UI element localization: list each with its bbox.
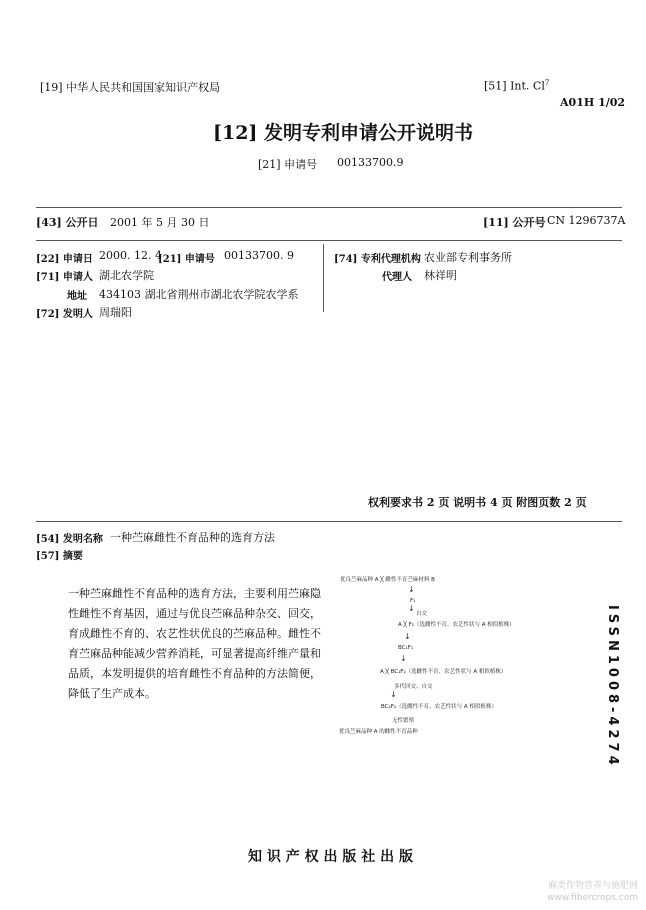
agent: 林祥明 bbox=[424, 269, 457, 282]
header-app-no-label: [21] 申请号 bbox=[258, 158, 318, 171]
invention-title-label: [54] 发明名称 bbox=[36, 534, 103, 545]
arrow-down-icon: ↓ bbox=[390, 690, 397, 699]
publisher: 知 识 产 权 出 版 社 出 版 bbox=[248, 849, 413, 865]
scheme-asexual: 无性繁殖 bbox=[392, 718, 415, 724]
int-cl-label-text: [51] Int. Cl bbox=[484, 79, 545, 93]
pages-summary: 权利要求书 2 页 说明书 4 页 附图页数 2 页 bbox=[368, 496, 587, 509]
applicant: 湖北农学院 bbox=[99, 269, 154, 282]
invention-title: 一种苎麻雌性不育品种的选育方法 bbox=[110, 531, 275, 544]
site-watermark bbox=[547, 880, 638, 904]
watermark-name: 麻类作物营养与施肥网 bbox=[547, 881, 638, 891]
header-app-no: 00133700.9 bbox=[337, 156, 404, 169]
filing-date-label: [22] 申请日 bbox=[36, 254, 93, 265]
arrow-down-icon: ↓ bbox=[408, 604, 415, 613]
filing-date: 2000. 12. 4 bbox=[99, 249, 162, 262]
office-name: [19] 中华人民共和国国家知识产权局 bbox=[40, 81, 221, 94]
int-cl-code: A01H 1/02 bbox=[560, 96, 626, 109]
agency-label: [74] 专利代理机构 bbox=[334, 254, 421, 265]
inventor: 周瑞阳 bbox=[99, 306, 132, 319]
int-cl-label bbox=[484, 79, 549, 93]
address: 434103 湖北省荆州市湖北农学院农学系 bbox=[99, 288, 299, 301]
pub-no-label: [11] 公开号 bbox=[483, 216, 546, 229]
scheme-bc1f1: BC₁F₁ bbox=[398, 645, 414, 651]
scheme-cross-3: A ╳ BC₁F₂（选雌性不育、农艺性状与 A 相似植株） bbox=[380, 669, 507, 675]
inventor-label: [72] 发明人 bbox=[36, 309, 93, 320]
divider-top bbox=[36, 207, 622, 208]
scheme-cross-2: A ╳ F₂（选雌性不育、农艺性状与 A 相似植株） bbox=[398, 622, 515, 628]
scheme-bc2f2: BC₂F₂（选雌性不育、农艺性状与 A 相似植株） bbox=[381, 704, 497, 710]
arrow-down-icon: ↓ bbox=[404, 632, 411, 641]
divider-vertical bbox=[323, 244, 324, 312]
address-label: 地址 bbox=[67, 291, 87, 302]
scheme-cross-1: 优良苎麻品种 A ╳ 雌性不育苎麻材料 B bbox=[340, 577, 435, 583]
divider-biblio bbox=[36, 240, 622, 241]
document-type-title: [12] 发明专利申请公开说明书 bbox=[213, 122, 474, 144]
scheme-result: 优良苎麻品种 A 的雌性不育品种 bbox=[339, 729, 418, 735]
issn-number: ISSN1008-4274 bbox=[605, 605, 620, 769]
biblio-app-no: 00133700. 9 bbox=[224, 249, 294, 262]
divider-title bbox=[36, 521, 622, 522]
arrow-down-icon: ↓ bbox=[400, 654, 407, 663]
scheme-selfing: 自交 bbox=[416, 611, 428, 617]
pub-date: 2001 年 5 月 30 日 bbox=[110, 216, 210, 229]
agency: 农业部专利事务所 bbox=[424, 251, 512, 264]
abstract-label: [57] 摘要 bbox=[36, 551, 83, 562]
arrow-down-icon: ↓ bbox=[408, 585, 415, 594]
pub-date-label: [43] 公开日 bbox=[36, 216, 99, 229]
abstract-text: 一种苎麻雌性不育品种的选育方法，主要利用苎麻隐性雌性不育基因，通过与优良苎麻品种杂交、回交，育成雌性不育的、农艺性状优良的苎麻品种。雌性不育苎麻品种能减少营养消耗，可显著提高纤维产量和品质，本发明提供的培育雌性不育品种的方法简便，降低了生产成本。 bbox=[68, 587, 321, 700]
applicant-label: [71] 申请人 bbox=[36, 272, 93, 283]
watermark-url: www.fibercrops.com bbox=[547, 893, 638, 903]
agent-label: 代理人 bbox=[382, 272, 412, 283]
int-cl-sup: 7 bbox=[544, 79, 550, 87]
scheme-multi-backcross: 多代回交、自交 bbox=[394, 684, 433, 690]
pub-no: CN 1296737A bbox=[547, 214, 626, 227]
biblio-app-no-label: [21] 申请号 bbox=[158, 254, 215, 265]
scheme-f1: F₁ bbox=[410, 598, 416, 604]
